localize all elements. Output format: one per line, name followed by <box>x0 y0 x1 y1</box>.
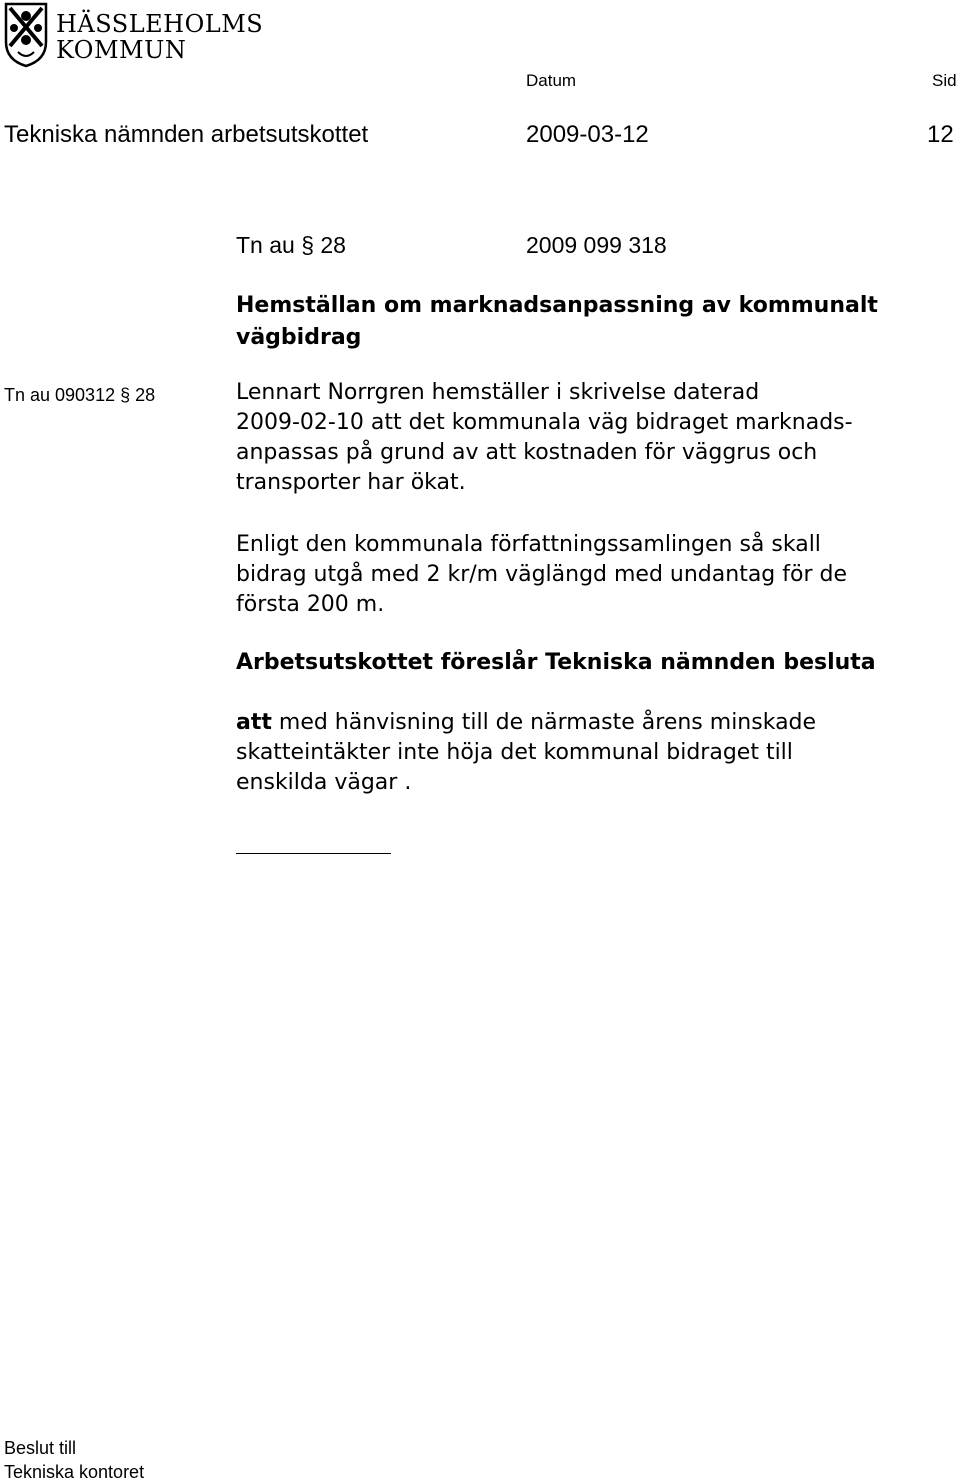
datum-label: Datum <box>526 71 577 90</box>
paragraph-background: Lennart Norrgren hemställer i skrivelse daterad 2009-02-10 att det kommunala väg bidraget marknads- anpassas på grund av att kostnaden för väggrus och transporter har ökat. <box>236 380 853 495</box>
diary-number: 2009 099 318 <box>526 232 667 258</box>
committee-name: Tekniska nämnden arbetsutskottet <box>4 121 369 148</box>
margin-reference: Tn au 090312 § 28 <box>4 385 156 405</box>
coat-of-arms-icon <box>4 2 48 68</box>
logo-name-line2: KOMMUN <box>56 36 187 64</box>
meeting-date: 2009-03-12 <box>526 121 649 148</box>
decision-body: med hänvisning till de närmaste årens minskade skatteintäkter inte höja det kommunal bidraget till enskilda vägar . <box>236 710 817 795</box>
page-number: 12 <box>927 121 954 148</box>
decision-text <box>236 708 956 798</box>
case-title: Hemställan om marknadsanpassning av kommunalt vägbidrag <box>236 293 878 350</box>
signature-rule <box>236 853 391 854</box>
footer-recipient <box>4 1436 144 1484</box>
sid-label: Sid <box>932 71 957 90</box>
paragraph-regulation: Enligt den kommunala författningssamlingen så skall bidrag utgå med 2 kr/m väglängd med undantag för de första 200 m. <box>236 532 848 617</box>
footer-line2: Tekniska kontoret <box>4 1462 145 1482</box>
decision-keyword: att <box>236 710 272 735</box>
footer-line1: Beslut till <box>4 1438 77 1458</box>
logo-name-line1: HÄSSLEHOLMS <box>56 10 264 38</box>
municipality-logo <box>4 2 264 70</box>
section-reference: Tn au § 28 <box>236 232 346 258</box>
proposal-heading: Arbetsutskottet föreslår Tekniska nämnden besluta <box>236 650 876 675</box>
